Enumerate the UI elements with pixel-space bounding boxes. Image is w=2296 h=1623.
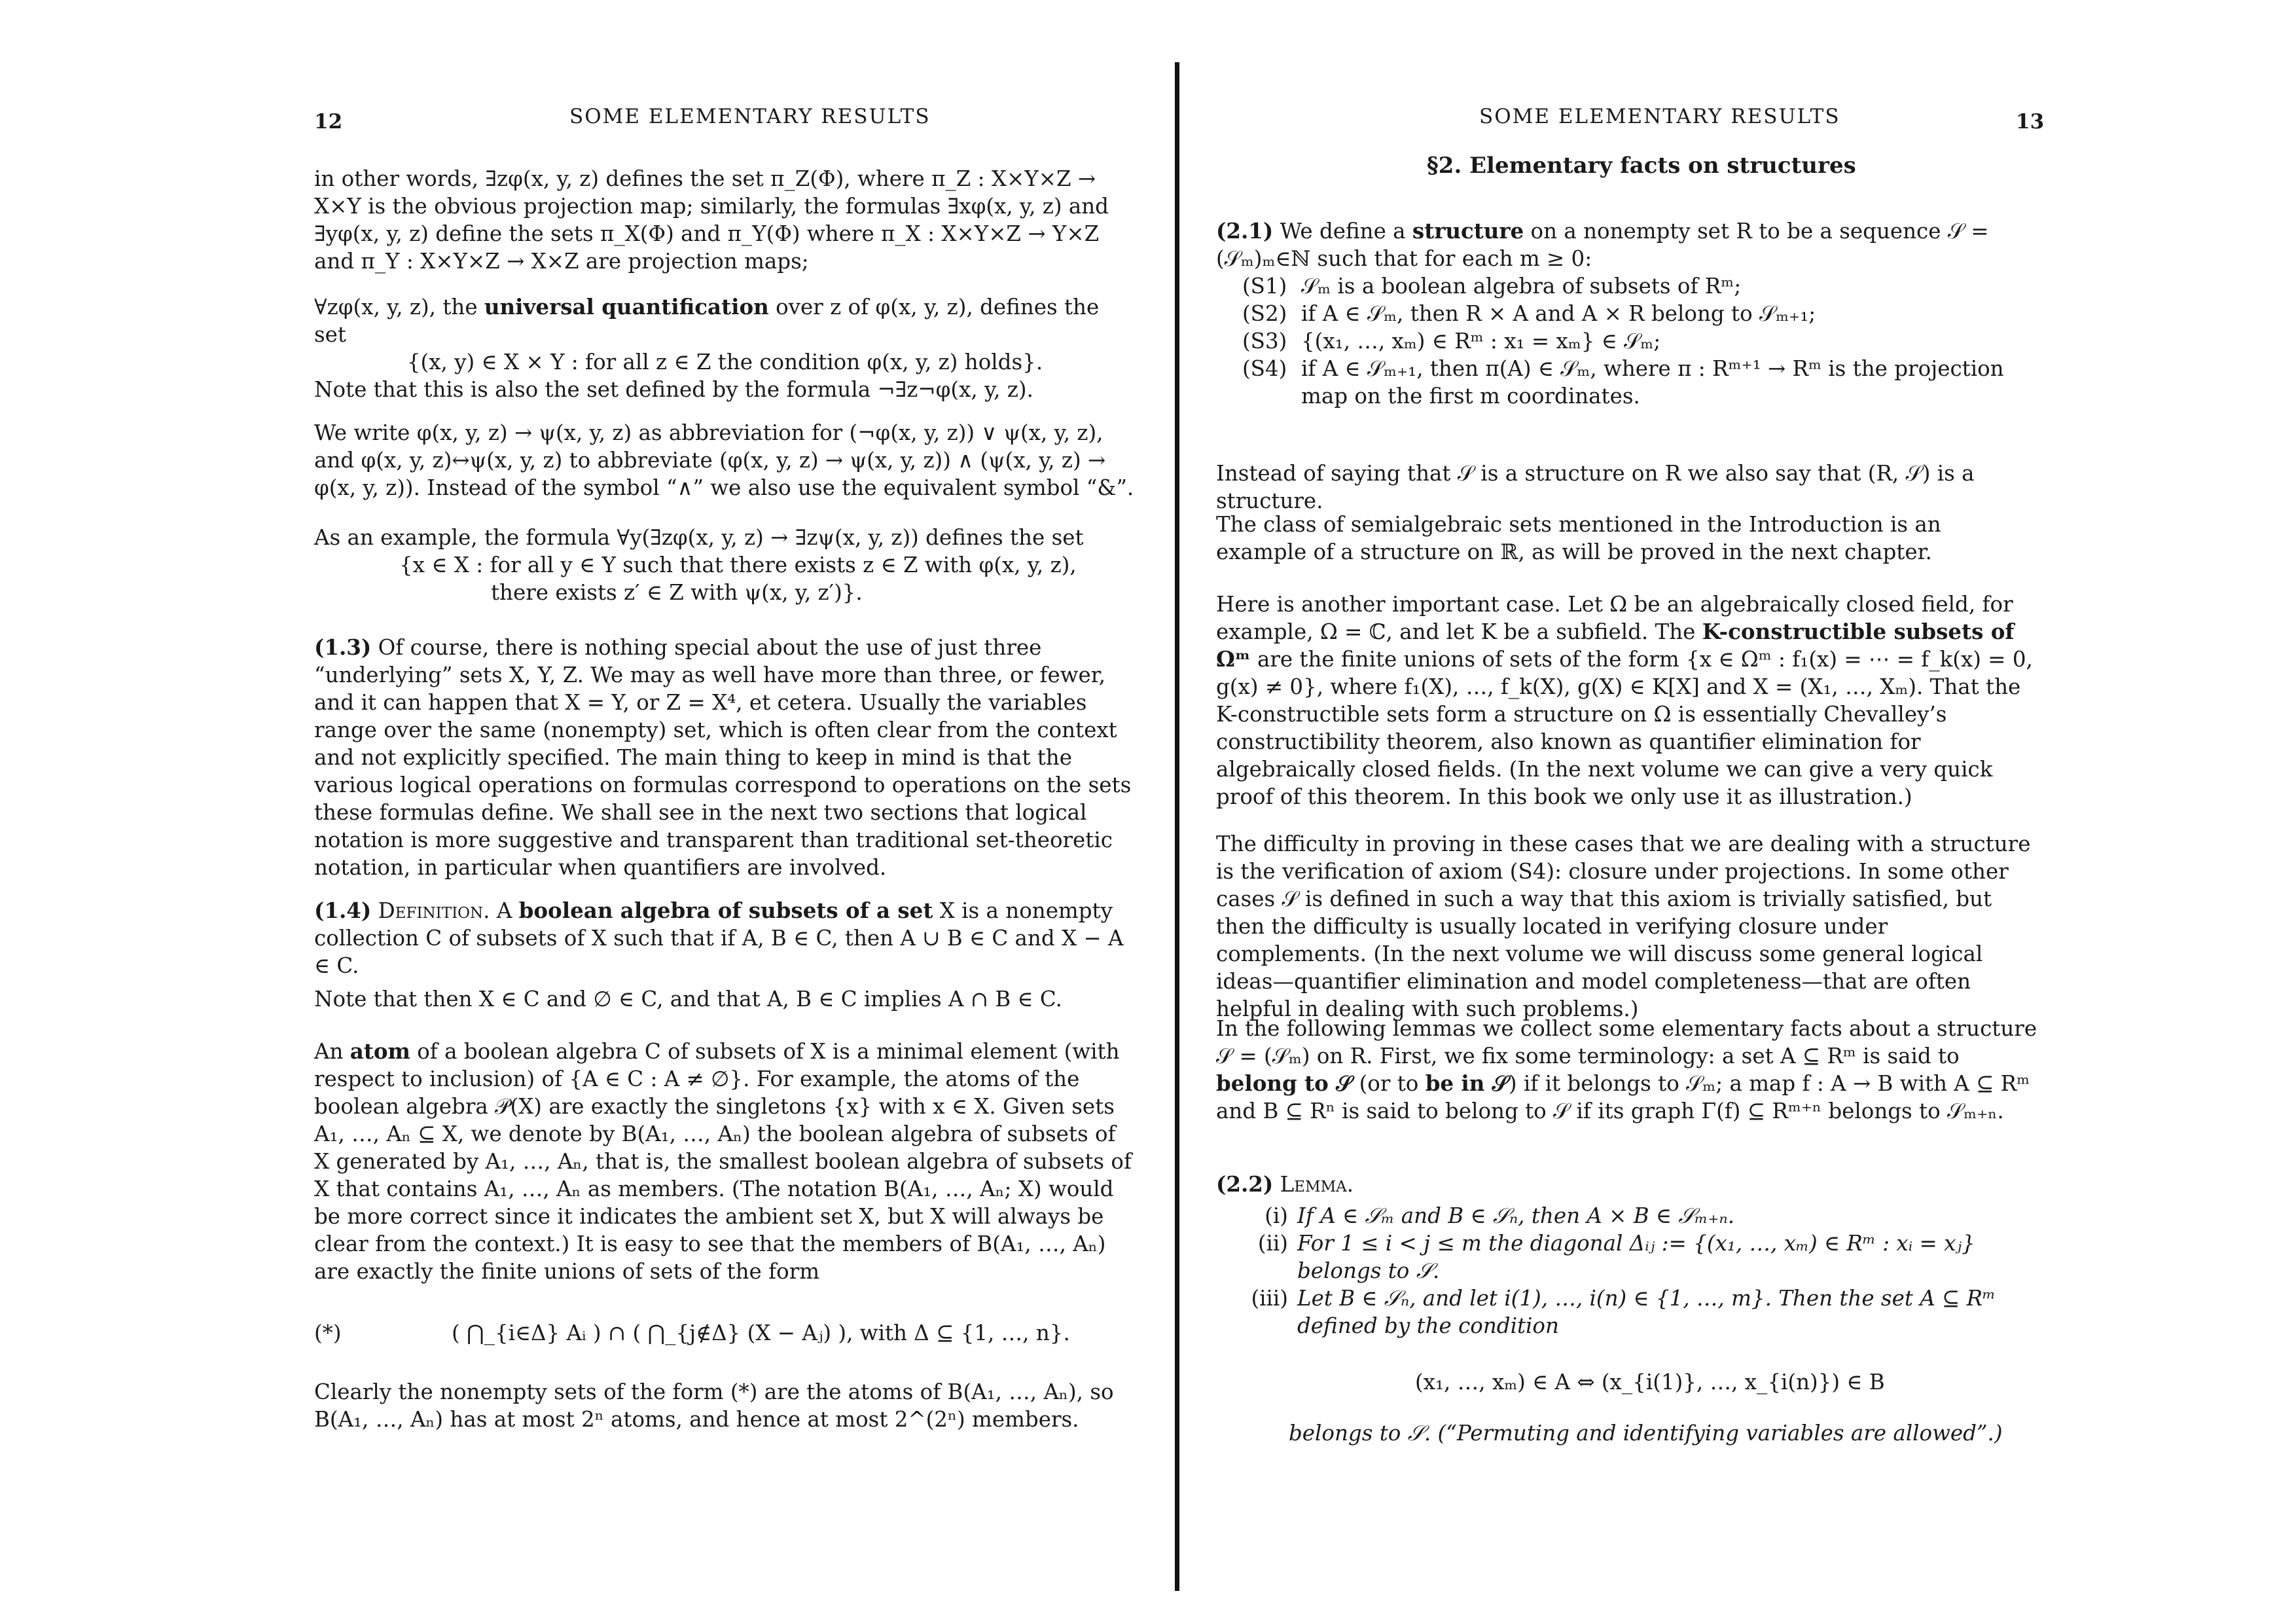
- section-2-2: [1216, 1171, 2037, 1198]
- axiom-item: (S3) {(x₁, …, xₘ) ∈ Rᵐ : x₁ = xₘ} ∈ 𝒮ₘ;: [1242, 329, 1661, 354]
- axiom-item: (S1) 𝒮ₘ is a boolean algebra of subsets of Rᵐ;: [1242, 274, 1742, 299]
- section-title: §2. Elementary facts on structures: [1427, 153, 1856, 179]
- structure-text: on a nonempty set R to be a sequence 𝒮 = (𝒮ₘ)ₘ∈ℕ such that for each m ≥ 0:: [1216, 219, 1989, 271]
- example-intro: As an example, the formula ∀y(∃zφ(x, y, z) → ∃zψ(x, y, z)) defines the set: [314, 525, 1084, 550]
- be-in-term: be in 𝒮: [1425, 1070, 1509, 1096]
- universal-intro: ∀zφ(x, y, z), the: [314, 295, 478, 319]
- belong-to-term: belong to 𝒮: [1216, 1070, 1353, 1096]
- universal-note: Note that this is also the set defined by the formula ¬∃z¬φ(x, y, z).: [314, 377, 1033, 402]
- paragraph-semialgebraic: The class of semialgebraic sets mentioned in the Introduction is an example of a structure on ℝ, as will be proved in the next chapter.: [1216, 512, 1941, 564]
- paragraph-instead: Instead of saying that 𝒮 is a structure on R we also say that (R, 𝒮) is a structure.: [1216, 461, 1975, 513]
- left-running-header: SOME ELEMENTARY RESULTS: [569, 105, 931, 128]
- example-display-2: there exists z′ ∈ Z with ψ(x, y, z′)}.: [491, 580, 863, 605]
- universal-display: {(x, y) ∈ X × Y : for all z ∈ Z the condition φ(x, y, z) holds}.: [406, 350, 1043, 374]
- paragraph-universal: [314, 293, 1136, 403]
- section-2-2-label: (2.2): [1216, 1171, 1274, 1197]
- lemma-list: [1216, 1202, 2041, 1340]
- constructible-term: K-constructible subsets of Ωᵐ: [1216, 619, 2015, 672]
- lemma-conclusion: belongs to 𝒮. (“Permuting and identifying variables are allowed”.): [1289, 1421, 2003, 1446]
- paragraph-existential: in other words, ∃zφ(x, y, z) defines the set π_Z(Φ), where π_Z : X×Y×Z → X×Y is the obvious projection map; similarly, the formulas ∃xφ(x, y, z) and ∃yφ(x, y, z) define the sets π_X(Φ) and π_Y(Φ) where π_X : X×Y×Z → Y×Z and π_Y : X×Y×Z → X×Z are projection maps;: [314, 166, 1109, 274]
- section-1-4-label: (1.4): [314, 898, 372, 923]
- section-1-3-label: (1.3): [314, 634, 372, 660]
- axiom-list: [1242, 272, 2041, 410]
- right-page: [1186, 0, 2296, 1623]
- axiom-item: (S2) if A ∈ 𝒮ₘ, then R × A and A × R belong to 𝒮ₘ₊₁;: [1242, 301, 1816, 326]
- paragraph-example: [314, 524, 1136, 606]
- lemma-item: (i) If A ∈ 𝒮ₘ and B ∈ 𝒮ₙ, then A × B ∈ 𝒮ₘ₊ₙ.: [1265, 1203, 1735, 1228]
- equation-label: (*): [314, 1321, 342, 1345]
- section-1-4-definition: [314, 897, 1136, 979]
- paragraph-terminology: In the following lemmas we collect some elementary facts about a structure 𝒮 = (𝒮ₘ) on R. First, we fix some terminology: a set A ⊆ Rᵐ is said to belong to 𝒮 (or to be in 𝒮) if it belongs to 𝒮ₘ; a map f : A → B with A ⊆ Rᵐ and B ⊆ Rⁿ is said to belong to 𝒮 if its graph Γ(f) ⊆ Rᵐ⁺ⁿ belongs to 𝒮ₘ₊ₙ.: [1216, 1016, 2037, 1123]
- paragraph-atom: [314, 1038, 1136, 1285]
- paragraph-note-closure: Note that then X ∈ C and ∅ ∈ C, and that A, B ∈ C implies A ∩ B ∈ C.: [314, 987, 1062, 1012]
- atom-intro: An: [314, 1039, 344, 1064]
- structure-term: structure: [1412, 218, 1524, 244]
- lemma-heading: Lemma.: [1280, 1172, 1354, 1197]
- boolean-algebra-term: boolean algebra of subsets of a set: [518, 898, 933, 923]
- section-2-1: [1216, 217, 2037, 272]
- paragraph-atoms-count: Clearly the nonempty sets of the form (*) are the atoms of B(A₁, …, Aₙ), so B(A₁, …, Aₙ) has at most 2ⁿ atoms, and hence at most 2^(2ⁿ) members.: [314, 1379, 1114, 1432]
- definition-text: X is a nonempty collection C of subsets of X such that if A, B ∈ C, then A ∪ B ∈ C and X − A ∈ C.: [314, 898, 1124, 978]
- lemma-item: (ii) For 1 ≤ i < j ≤ m the diagonal Δᵢⱼ := {(x₁, …, xₘ) ∈ Rᵐ : xᵢ = xⱼ} belongs to 𝒮.: [1257, 1231, 1975, 1283]
- atom-text: of a boolean algebra C of subsets of X is a minimal element (with respect to inclusion) of {A ∈ C : A ≠ ∅}. For example, the atoms of the boolean algebra 𝒫(X) are exactly the singletons {x} with x ∈ X. Given sets A₁, …, Aₙ ⊆ X, we denote by B(A₁, …, Aₙ) the boolean algebra of subsets of X generated by A₁, …, Aₙ, that is, the smallest boolean algebra of subsets of X that contains A₁, …, Aₙ as members. (The notation B(A₁, …, Aₙ; X) would be more correct since it indicates the ambient set X, but X will always be clear from the context.) It is easy to see that the members of B(A₁, …, Aₙ) are exactly the finite unions of sets of the form: [314, 1039, 1132, 1284]
- universal-quantification-term: universal quantification: [484, 294, 769, 319]
- left-page-number: 12: [314, 110, 343, 134]
- definition-intro: A: [496, 898, 512, 923]
- paragraph-constructible: Here is another important case. Let Ω be an algebraically closed field, for example, Ω = ℂ, and let K be a subfield. The K-constructible subsets of Ωᵐ are the finite unions of sets of the form {x ∈ Ωᵐ : f₁(x) = ⋯ = f_k(x) = 0, g(x) ≠ 0}, where f₁(X), …, f_k(X), g(X) ∈ K[X] and X = (X₁, …, Xₘ). That the K-constructible sets form a structure on Ω is essentially Chevalley’s constructibility theorem, also known as quantifier elimination for algebraically closed fields. (In the next volume we can give a very quick proof of this theorem. In this book we only use it as illustration.): [1216, 592, 2033, 809]
- atom-term: atom: [350, 1038, 410, 1064]
- right-running-header: SOME ELEMENTARY RESULTS: [1479, 105, 1840, 128]
- definition-heading: Definition.: [378, 898, 490, 923]
- section-1-3: [314, 634, 1136, 881]
- lemma-item: (iii) Let B ∈ 𝒮ₙ, and let i(1), …, i(n) ∈ {1, …, m}. Then the set A ⊆ Rᵐ defined by the condition: [1251, 1286, 1996, 1338]
- book-spine: [1175, 62, 1179, 1591]
- paragraph-difficulty: The difficulty in proving in these cases that we are dealing with a structure is the verification of axiom (S4): closure under projections. In some other cases 𝒮 is defined in such a way that this axiom is trivially satisfied, but then the difficulty is usually located in verifying closure under complements. (In the next volume we will discuss some general logical ideas—quantifier elimination and model completeness—that are often helpful in dealing with such problems.): [1216, 831, 2031, 1021]
- paragraph-abbreviations: We write φ(x, y, z) → ψ(x, y, z) as abbreviation for (¬φ(x, y, z)) ∨ ψ(x, y, z), and φ(x, y, z)↔ψ(x, y, z) to abbreviate (φ(x, y, z) → ψ(x, y, z)) ∧ (ψ(x, y, z) → φ(x, y, z)). Instead of the symbol “∧” we also use the equivalent symbol “&”.: [314, 420, 1134, 500]
- right-page-number: 13: [2016, 110, 2045, 134]
- section-1-3-text: Of course, there is nothing special about the use of just three “underlying” sets X, Y, Z. We may as well have more than three, or fewer, and it can happen that X = Y, or Z = X⁴, et cetera. Usually the variables range over the same (nonempty) set, which is often clear from the context and not explicitly specified. The main thing to keep in mind is that the various logical operations on formulas correspond to operations on the sets these formulas define. We shall see in the next two sections that logical notation is more suggestive and transparent than traditional set-theoretic notation, in particular when quantifiers are involved.: [314, 635, 1132, 880]
- axiom-item: (S4) if A ∈ 𝒮ₘ₊₁, then π(A) ∈ 𝒮ₘ, where π : Rᵐ⁺¹ → Rᵐ is the projection map on the first m coordinates.: [1242, 356, 2004, 409]
- equation-body: ( ⋂_{i∈Δ} Aᵢ ) ∩ ( ⋂_{j∉Δ} (X − Aⱼ) ), with Δ ⊆ {1, …, n}.: [452, 1321, 1070, 1345]
- universal-rest: over z of φ(x, y, z), defines the set: [314, 295, 1100, 347]
- lemma-display: (x₁, …, xₘ) ∈ A ⇔ (x_{i(1)}, …, x_{i(n)}) ∈ B: [1415, 1370, 1885, 1395]
- section-2-1-label: (2.1): [1216, 218, 1274, 244]
- example-display-1: {x ∈ X : for all y ∈ Y such that there exists z ∈ Z with φ(x, y, z),: [399, 553, 1077, 577]
- structure-intro: We define a: [1280, 219, 1406, 244]
